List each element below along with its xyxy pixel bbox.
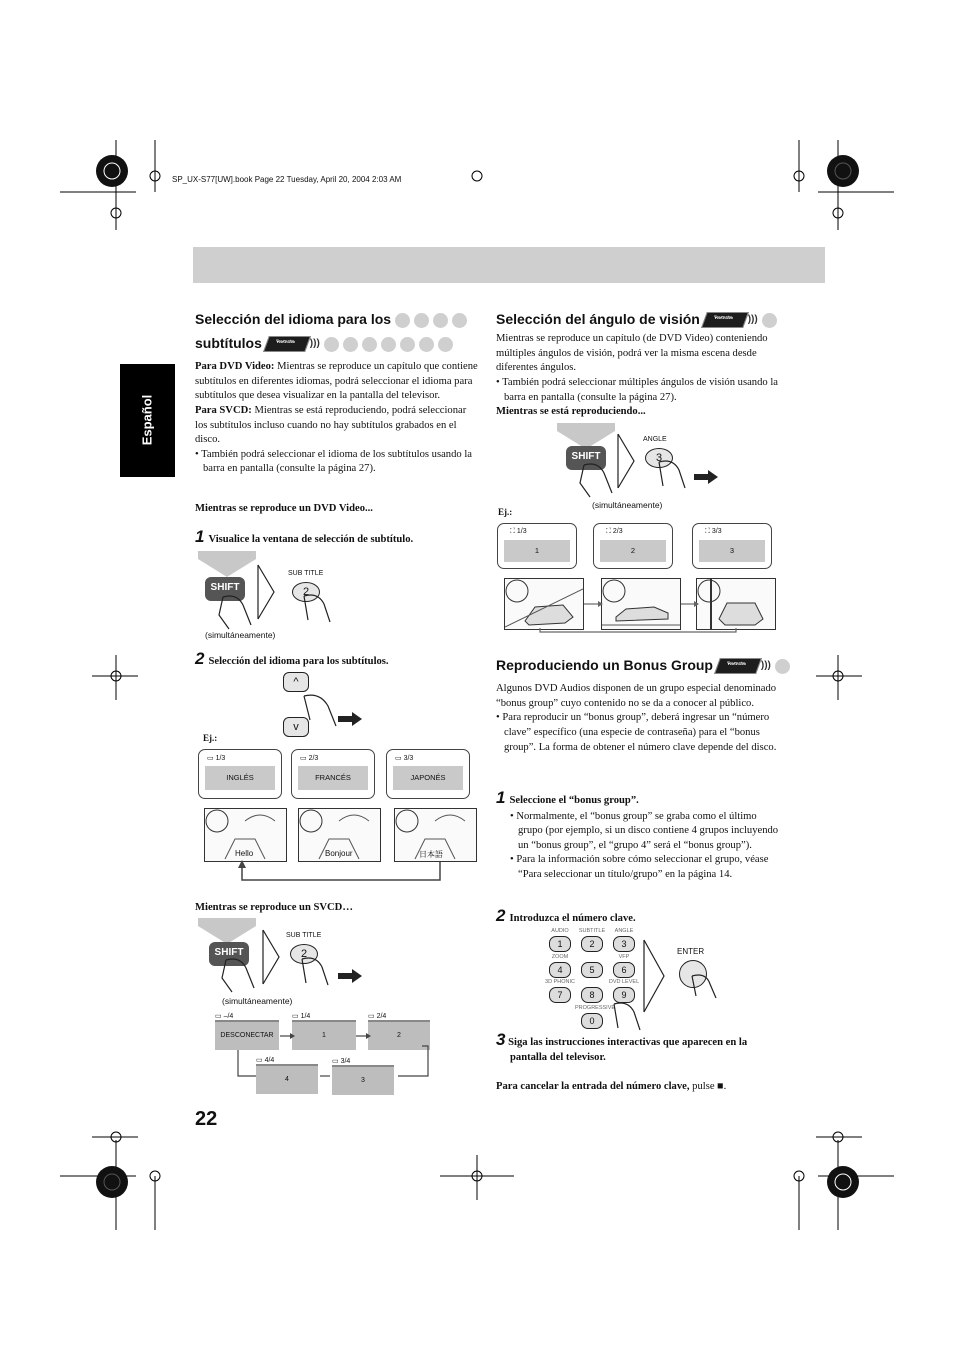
svcd-heading: Mientras se reproduce un SVCD…	[195, 902, 353, 913]
simultaneous-note: (simultáneamente)	[205, 630, 276, 640]
bonus-step3: 3 Siga las instrucciones interactivas que aparecen en la pantalla del televisor.	[496, 1030, 748, 1063]
key-0[interactable]: 0	[581, 1013, 603, 1029]
svcd-osd-3: ▭ 2/4 2	[368, 1012, 430, 1050]
shift-button[interactable]: SHIFT	[209, 942, 249, 966]
svcd-osd-1: ▭ –/4 DESCONECTAR	[215, 1012, 279, 1050]
hand-icon	[688, 972, 722, 1002]
hand-icon	[300, 592, 336, 626]
dvd-heading: Mientras se reproduce un DVD Video...	[195, 503, 373, 514]
remote-signal-icon: )))	[747, 314, 758, 326]
subtitle-title: Selección del idioma para los	[195, 309, 480, 329]
key-6[interactable]: 6	[613, 962, 635, 978]
bonus-title: Reproduciendo un Bonus Group Remote ONLY )))	[496, 655, 780, 676]
remote-only-badge: Remote ONLY	[714, 658, 762, 674]
down-arrow-icon	[198, 551, 256, 577]
simultaneous-note: (simultáneamente)	[222, 996, 293, 1006]
angle-key-label: ANGLE	[643, 436, 667, 443]
angle-paragraph: Mientras se reproduce un capítulo (de DVD Video) conteniendo múltiples ángulos de visión, podrá ver la misma escena desde diferentes ángulos.	[496, 333, 768, 374]
ej-label: Ej.:	[203, 733, 218, 743]
subtitle-osd-1: ▭ 1/3 INGLÉS	[198, 749, 282, 799]
angle-key[interactable]: 3	[645, 448, 673, 468]
side-tab-label: Español	[139, 394, 155, 446]
shift-button[interactable]: SHIFT	[205, 577, 245, 601]
key-4[interactable]: 4	[549, 962, 571, 978]
key-1[interactable]: 1	[549, 936, 571, 952]
dvd-paragraph: Para DVD Video: Mientras se reproduce un capítulo que contiene subtítulos en diferentes idiomas, podrá seleccionar el idioma para subtítulos que desea visualizar en la pantalla del televisor.	[195, 361, 478, 402]
remote-only-badge: Remote ONLY	[701, 312, 749, 328]
subtitle-step1: 1 Visualice la ventana de selección de subtítulo.	[195, 527, 414, 546]
bonus-step1-bullet1: • Normalmente, el “bonus group” se graba como el último grupo (por ejemplo, si un disco contiene 4 grupos incluyendo un “bonus group”, el “grupo 4” será el “bonus group”).	[510, 810, 779, 851]
svcd-osd-5: ▭ 3/4 3	[332, 1057, 394, 1095]
right-arrow-icon	[338, 969, 362, 983]
angle-osd-3: ⛶ 3/3 3	[692, 523, 772, 569]
svcd-osd-4: ▭ 4/4 4	[256, 1056, 318, 1094]
key-7[interactable]: 7	[549, 987, 571, 1003]
subtitle-osd-2: ▭ 2/3 FRANCÉS	[291, 749, 375, 799]
angle-heading: Mientras se está reproduciendo...	[496, 406, 646, 418]
down-arrow-icon	[198, 918, 256, 944]
svcd-flow-arrows	[232, 1024, 432, 1084]
angle-flow-arrows	[536, 600, 746, 636]
angle-title: Selección del ángulo de visión Remote ONLY )))	[496, 309, 780, 330]
hand-icon	[300, 690, 340, 730]
subtitle-scene-3: 日本語	[394, 808, 477, 862]
subtitle-scene-2: Bonjour	[298, 808, 381, 862]
subtitle-bullet: • También podrá seleccionar el idioma de los subtítulos usando la barra en pantalla (consulte la página 27).	[195, 448, 472, 475]
bracket-arrow-icon	[642, 938, 666, 1014]
svcd-paragraph: Para SVCD: Mientras se está reproduciendo, podrá seleccionar los subtítulos incluso cuando no hay subtítulos grabados en el disco.	[195, 405, 467, 446]
cancel-note: Para cancelar la entrada del número clave, pulse ■.	[496, 1081, 727, 1092]
number-keypad: AUDIO 1 SUBTITLE 2 ANGLE 3 ZOOM 4 5 VFP 6 3D PHONIC 7 8 DVD LEVEL 9 PROGRESSIVE 0	[542, 928, 650, 1030]
hand-icon	[610, 1000, 646, 1034]
bonus-section	[496, 655, 780, 755]
enter-label: ENTER	[677, 947, 705, 956]
page-number: 22	[195, 1108, 218, 1130]
ej-label: Ej.:	[498, 507, 513, 517]
remote-only-badge: Remote ONLY	[263, 336, 311, 352]
subtitle-scene-1: Hello	[204, 808, 287, 862]
subtitle-key-label: SUB TITLE	[286, 932, 322, 939]
svcd-osd-2: ▭ 1/4 1	[292, 1012, 356, 1050]
bonus-step1-bullet2: • Para la información sobre cómo seleccionar el grupo, véase “Para seleccionar un título/grupo” en la página 14.	[510, 854, 769, 880]
hand-icon	[298, 955, 334, 989]
right-arrow-icon	[338, 712, 362, 726]
key-9[interactable]: 9	[613, 987, 635, 1003]
key-5[interactable]: 5	[581, 962, 603, 978]
subtitle-key[interactable]: 2	[292, 582, 320, 602]
key-3[interactable]: 3	[613, 936, 635, 952]
header-banner	[193, 247, 825, 283]
hand-icon	[576, 463, 616, 499]
key-2[interactable]: 2	[581, 936, 603, 952]
subtitle-step2: 2 Selección del idioma para los subtítulos.	[195, 649, 389, 668]
side-tab	[120, 364, 175, 477]
bonus-paragraph: Algunos DVD Audios disponen de un grupo especial denominado “bonus group” cuyo contenido no se da a conocer al público.	[496, 683, 777, 709]
bonus-bullet: • Para reproducir un “bonus group”, deberá ingresar un “número clave” específico (una especie de contraseña) para el “bonus group”. La forma de obtener el número clave depende del disco.	[496, 712, 777, 753]
shift-button[interactable]: SHIFT	[566, 446, 606, 470]
simultaneous-note: (simultáneamente)	[592, 500, 663, 510]
file-info: SP_UX-S77[UW].book Page 22 Tuesday, April 20, 2004 2:03 AM	[172, 175, 402, 184]
angle-section	[496, 309, 780, 420]
angle-osd-2: ⛶ 2/3 2	[593, 523, 673, 569]
bonus-step1: 1 Seleccione el “bonus group”. • Normalmente, el “bonus group” se graba como el último grupo (por ejemplo, si un disco contiene 4 grupos incluyendo un “bonus group”, el “grupo 4” será el “bonus group”). • Para la información sobre cómo seleccionar el grupo, véase “Para seleccionar un título/grupo” en la página 14.	[496, 788, 780, 883]
hand-icon	[215, 595, 255, 631]
down-key[interactable]: v	[283, 717, 309, 737]
remote-signal-icon: )))	[760, 660, 771, 672]
hand-icon	[218, 958, 258, 994]
subtitle-section	[195, 309, 480, 477]
key-8[interactable]: 8	[581, 987, 603, 1003]
subtitle-title-line2: subtítulos Remote ONLY )))	[195, 333, 480, 354]
bonus-step2: 2 Introduzca el número clave.	[496, 906, 636, 925]
angle-bullet: • También podrá seleccionar múltiples ángulos de visión usando la barra en pantalla (consulte la página 27).	[496, 377, 778, 403]
right-arrow-icon	[694, 470, 718, 484]
bracket-arrow-icon	[261, 928, 281, 986]
bracket-arrow-icon	[616, 432, 636, 490]
remote-signal-icon: )))	[309, 338, 320, 350]
angle-osd-1: ⛶ 1/3 1	[497, 523, 577, 569]
loop-arrow	[238, 860, 444, 884]
subtitle-key[interactable]: 2	[290, 944, 318, 964]
subtitle-key-label: SUB TITLE	[288, 570, 324, 577]
subtitle-osd-3: ▭ 3/3 JAPONÉS	[386, 749, 470, 799]
hand-icon	[655, 458, 691, 492]
up-key[interactable]: ^	[283, 672, 309, 692]
bracket-arrow-icon	[256, 563, 276, 621]
